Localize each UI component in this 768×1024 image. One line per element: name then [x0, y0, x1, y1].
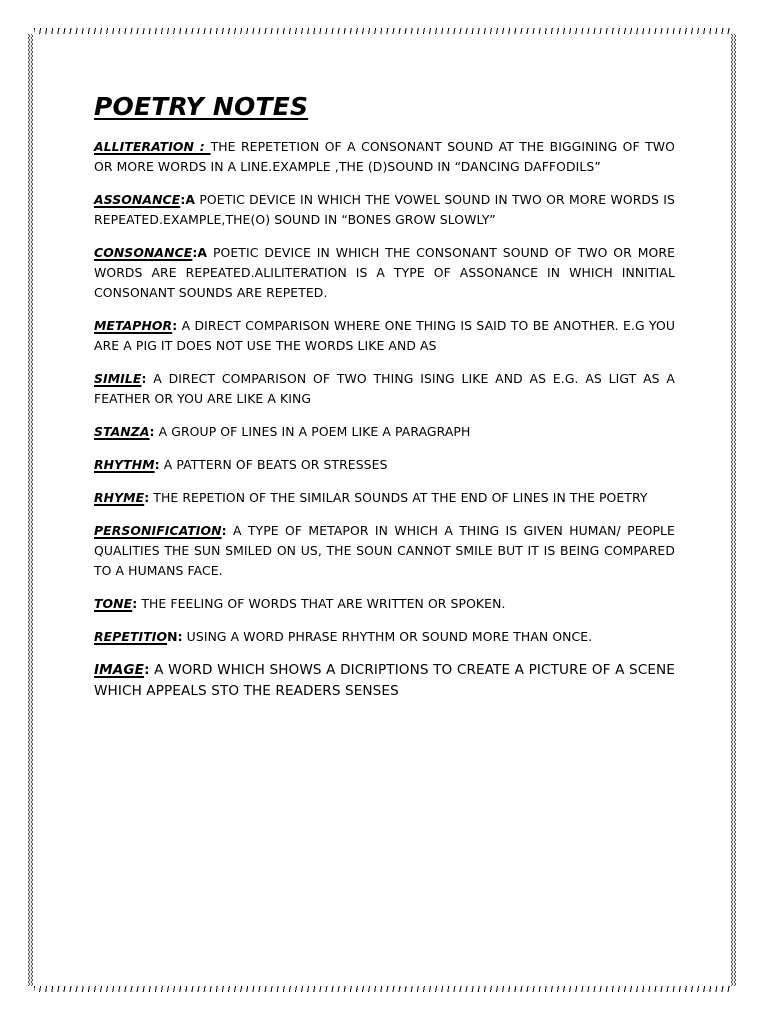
entry-separator: : [141, 371, 147, 386]
entry-term: STANZA [94, 424, 150, 439]
border-top [34, 28, 730, 34]
entry-term: SIMILE [94, 371, 142, 386]
entry-definition: USING A WORD PHRASE RHYTHM OR SOUND MORE THAN ONCE. [182, 629, 593, 644]
entry-separator: : [154, 457, 160, 472]
entry-assonance [94, 190, 675, 230]
entry-separator: : [149, 424, 155, 439]
entry-definition: A PATTERN OF BEATS OR STRESSES [159, 457, 388, 472]
entry-term: TONE [94, 596, 133, 611]
entry-definition: A WORD WHICH SHOWS A DICRIPTIONS TO CREATE A PICTURE OF A SCENE WHICH APPEALS STO THE READERS SENSES [94, 662, 675, 699]
entry-repetition [94, 627, 675, 647]
entry-definition: THE REPETETION OF A CONSONANT SOUND AT THE BIGGINING OF TWO OR MORE WORDS IN A LINE.EXAMPLE ,THE (D)SOUND IN “DANCING DAFFODILS” [94, 139, 675, 174]
entry-term: REPETITIO [94, 629, 168, 644]
entry-definition: A GROUP OF LINES IN A POEM LIKE A PARAGRAPH [154, 424, 471, 439]
entry-term: ALLITERATION : [94, 139, 211, 154]
entry-separator: : [132, 596, 138, 611]
entry-personification [94, 521, 675, 581]
entry-term: IMAGE [94, 662, 145, 678]
entry-stanza [94, 422, 675, 442]
entry-separator: : [144, 490, 150, 505]
entry-term: ASSONANCE [94, 192, 181, 207]
entry-rhythm [94, 455, 675, 475]
entry-consonance [94, 243, 675, 303]
entry-simile [94, 369, 675, 409]
entry-term: RHYTHM [94, 457, 155, 472]
entry-separator: : [144, 662, 150, 678]
entry-separator: : [221, 523, 227, 538]
border-right [731, 34, 736, 986]
entry-separator: :A [192, 245, 208, 260]
entry-definition: A DIRECT COMPARISON WHERE ONE THING IS SAID TO BE ANOTHER. E.G YOU ARE A PIG IT DOES NOT USE THE WORDS LIKE AND AS [94, 318, 675, 353]
entry-term: RHYME [94, 490, 145, 505]
border-left [28, 34, 33, 986]
entry-term: CONSONANCE [94, 245, 193, 260]
entry-separator: N: [167, 629, 183, 644]
entry-metaphor [94, 316, 675, 356]
entry-separator: :A [180, 192, 196, 207]
entry-separator: : [172, 318, 178, 333]
entry-rhyme [94, 488, 675, 508]
border-bottom [34, 986, 730, 992]
notes-content [94, 92, 675, 715]
entry-term: METAPHOR [94, 318, 173, 333]
entry-definition: A DIRECT COMPARISON OF TWO THING ISING LIKE AND AS E.G. AS LIGT AS A FEATHER OR YOU ARE LIKE A KING [94, 371, 675, 406]
entry-definition: POETIC DEVICE IN WHICH THE VOWEL SOUND IN TWO OR MORE WORDS IS REPEATED.EXAMPLE,THE(O) SOUND IN “BONES GROW SLOWLY” [94, 192, 675, 227]
entry-definition: THE REPETION OF THE SIMILAR SOUNDS AT THE END OF LINES IN THE POETRY [149, 490, 648, 505]
entry-definition: A TYPE OF METAPOR IN WHICH A THING IS GIVEN HUMAN/ PEOPLE QUALITIES THE SUN SMILED ON US, THE SOUN CANNOT SMILE BUT IT IS BEING COMPARED TO A HUMANS FACE. [94, 523, 675, 578]
entry-term: PERSONIFICATION [94, 523, 222, 538]
entry-tone [94, 594, 675, 614]
entry-image [94, 660, 675, 702]
entry-definition: POETIC DEVICE IN WHICH THE CONSONANT SOUND OF TWO OR MORE WORDS ARE REPEATED.ALILITERATION IS A TYPE OF ASSONANCE IN WHICH INNITIAL CONSONANT SOUNDS ARE REPETED. [94, 245, 675, 300]
page-title: POETRY NOTES [94, 92, 309, 121]
entry-alliteration [94, 137, 675, 177]
entry-definition: THE FEELING OF WORDS THAT ARE WRITTEN OR SPOKEN. [137, 596, 506, 611]
